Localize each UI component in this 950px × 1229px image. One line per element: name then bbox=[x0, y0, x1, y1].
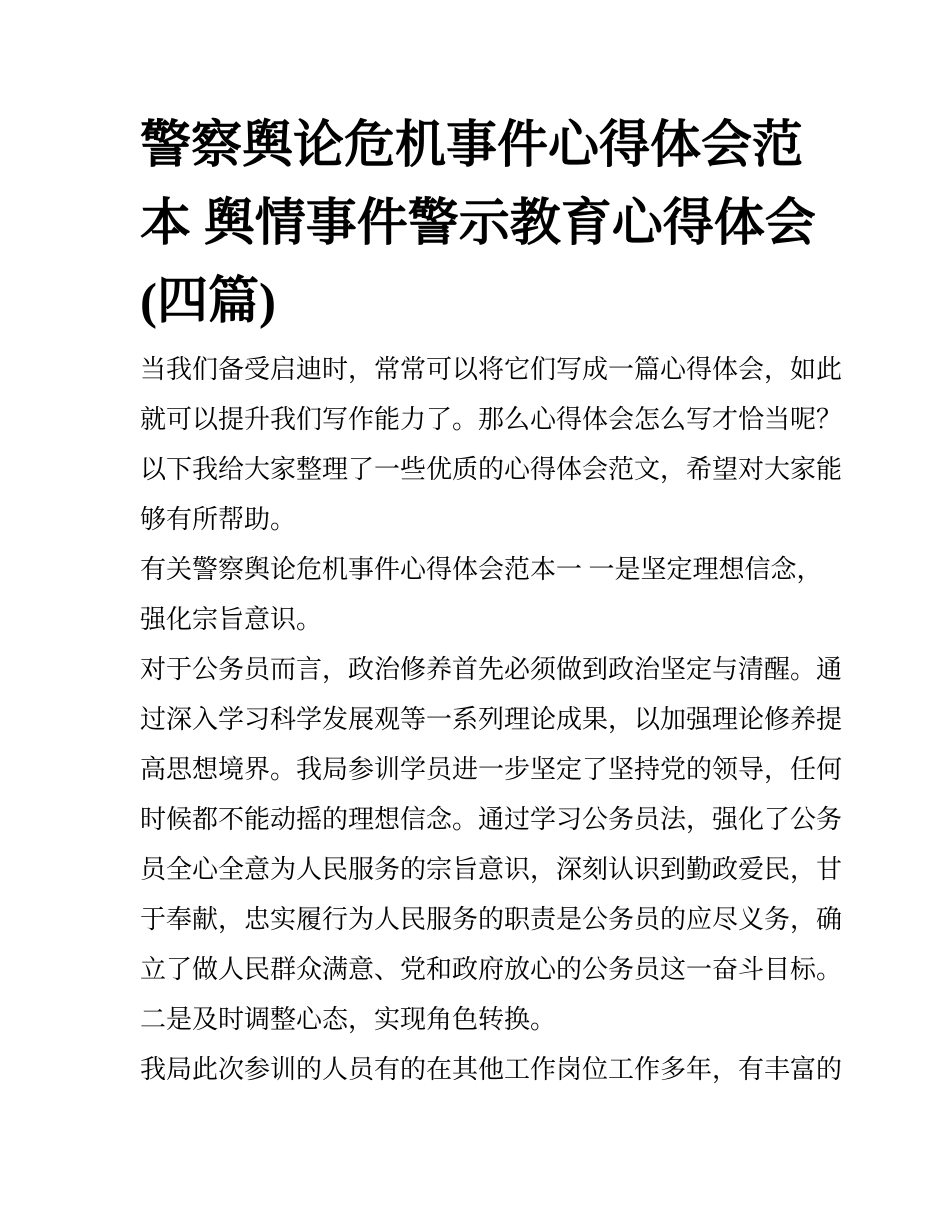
paragraph bbox=[140, 1045, 860, 1095]
document-title bbox=[140, 107, 860, 341]
document-page bbox=[140, 107, 860, 1095]
body-line: 于奉献，忠实履行为人民服务的职责是公务员的应尽义务，确 bbox=[140, 905, 843, 934]
title-line: 警察舆论危机事件心得体会范 bbox=[140, 118, 804, 174]
document-body bbox=[140, 345, 860, 1095]
title-line: 本 舆情事件警示教育心得体会 bbox=[140, 196, 816, 252]
paragraph bbox=[140, 995, 860, 1045]
body-line: 够有所帮助。 bbox=[140, 505, 297, 534]
paragraph bbox=[140, 345, 860, 545]
body-line: 以下我给大家整理了一些优质的心得体会范文，希望对大家能 bbox=[140, 455, 843, 484]
body-line: 过深入学习科学发展观等一系列理论成果，以加强理论修养提 bbox=[140, 705, 843, 734]
body-line: 时候都不能动摇的理想信念。通过学习公务员法，强化了公务 bbox=[140, 805, 843, 834]
body-line: 强化宗旨意识。 bbox=[140, 605, 323, 634]
body-line: 有关警察舆论危机事件心得体会范本一 一是坚定理想信念， bbox=[140, 555, 823, 584]
body-line: 对于公务员而言，政治修养首先必须做到政治坚定与清醒。通 bbox=[140, 655, 843, 684]
paragraph bbox=[140, 545, 860, 645]
body-line: 员全心全意为人民服务的宗旨意识，深刻认识到勤政爱民，甘 bbox=[140, 855, 843, 884]
body-line: 立了做人民群众满意、党和政府放心的公务员这一奋斗目标。 bbox=[140, 955, 843, 984]
body-line: 二是及时调整心态，实现角色转换。 bbox=[140, 1005, 557, 1034]
title-line: (四篇) bbox=[140, 274, 276, 330]
body-line: 就可以提升我们写作能力了。那么心得体会怎么写才恰当呢？ bbox=[140, 405, 843, 434]
body-line: 高思想境界。我局参训学员进一步坚定了坚持党的领导，任何 bbox=[140, 755, 843, 784]
body-line: 我局此次参训的人员有的在其他工作岗位工作多年，有丰富的 bbox=[140, 1055, 843, 1084]
paragraph bbox=[140, 645, 860, 995]
body-line: 当我们备受启迪时，常常可以将它们写成一篇心得体会，如此 bbox=[140, 355, 843, 384]
